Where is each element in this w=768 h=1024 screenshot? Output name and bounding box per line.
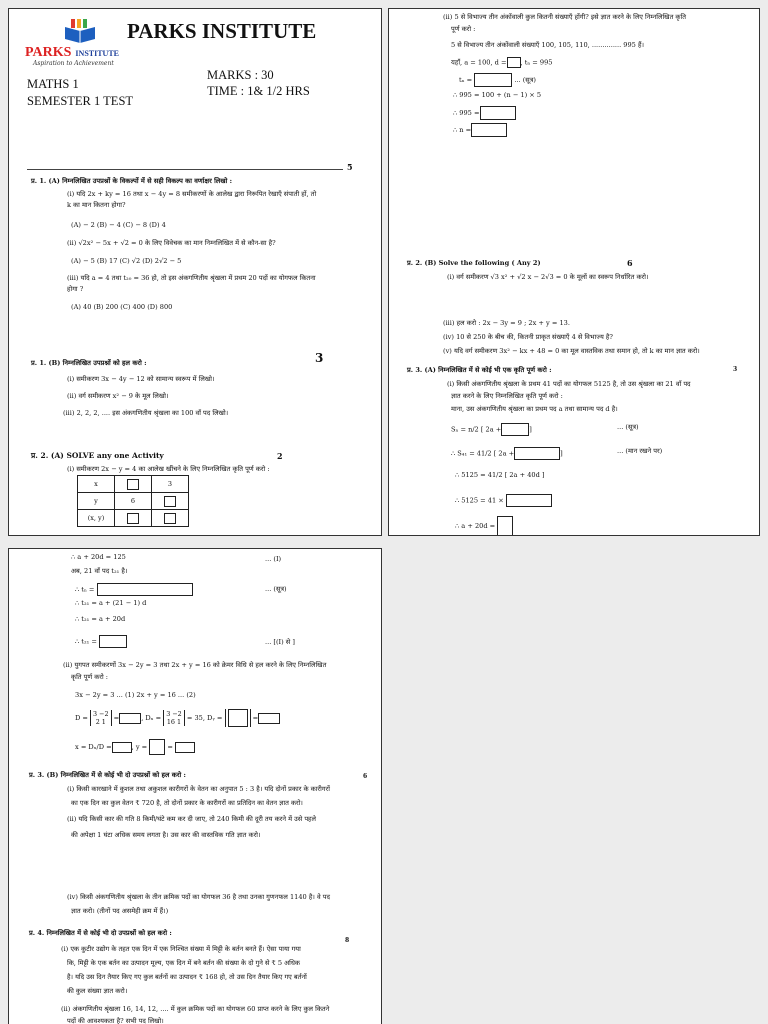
answer-box[interactable] <box>175 742 195 753</box>
p3-line-3: ∴ tₙ = <box>75 583 193 596</box>
logo-text: PARKS INSTITUTE <box>25 45 119 60</box>
q4-heading: प्र. 4. निम्नलिखित में से कोई भी दो उपप्रश्नों को हल करो : <box>29 929 172 937</box>
q2b-v: (v) यदि वर्ग समीकरण 3x² − kx + 48 = 0 का मूल वास्तविक तथा समान हो, तो k का मान ज्ञात करो। <box>443 347 700 355</box>
answer-box[interactable] <box>127 513 139 524</box>
q4-i: (i) एक कुटीर उद्योग के तहत एक दिन में एक निश्चित संख्या में मिट्टी के बर्तन बनते हैं। ऐसा पाया गया <box>61 945 301 953</box>
q1a-ii-options: (A) − 5 (B) 17 (C) √2 (D) 2√2 − 5 <box>71 257 182 265</box>
q2b-iv: (iv) 10 से 250 के बीच की, कितनी प्राकृत संख्याएँ 4 से विभाज्य है? <box>443 333 613 341</box>
q4-i-2: कि, मिट्टी के एक बर्तन का उत्पादन मूल्य, एक दिन में बने बर्तन की संख्या के दो गुने से ₹ 5 अधिक <box>67 959 300 967</box>
answer-box[interactable] <box>507 57 521 68</box>
q2b-i: (i) वर्ग समीकरण √3 x² + √2 x − 2√3 = 0 के मूलों का स्वरूप निर्धारित करो। <box>447 273 649 281</box>
answer-box[interactable] <box>474 73 512 87</box>
determinant-dx: 3 −2 16 1 <box>163 710 185 726</box>
page-1 <box>8 8 382 536</box>
q2a-ii-3: 5 से विभाज्य तीन अंकोंवाली संख्याएँ 100, 105, 110, .............. 995 हैं। <box>451 41 644 49</box>
q3a-formula-5: ∴ a + 20d = <box>455 516 513 536</box>
determinant-d: 3 −2 2 1 <box>90 710 112 726</box>
q1a-marks: 5 <box>347 162 353 172</box>
q3a-i-3: माना, उस अंकगणितीय श्रृंखला का प्रथम पद a तथा सामान्य पद d है। <box>451 405 618 413</box>
q2a-heading: प्र. 2. (A) SOLVE any one Activity <box>31 451 164 460</box>
answer-box[interactable] <box>228 709 248 727</box>
answer-box[interactable] <box>471 123 507 137</box>
q1a-ii: (ii) √2x² − 5x + √2 = 0 के लिए विवेचक का मान निम्नलिखित में से कौन-सा है? <box>67 239 276 247</box>
q2a-ii-6: ∴ 995 = 100 + (n − 1) × 5 <box>453 91 542 99</box>
answer-box[interactable] <box>119 713 141 724</box>
cramer-solution: x = Dₓ/D = , y = = <box>75 739 195 755</box>
q3a-i-2: ज्ञात करने के लिए निम्नलिखित कृति पूर्ण करो : <box>451 392 563 400</box>
q1a-i-2: k का मान कितना होगा? <box>67 201 126 209</box>
p3-line-2: अब, 21 वाँ पद t₂₁ है। <box>71 567 128 575</box>
answer-box[interactable] <box>514 447 560 460</box>
p3-line-6-note: ... [(I) से ] <box>265 638 295 646</box>
p3-line-1-note: ... (I) <box>265 555 282 563</box>
q2a-ii-5: tₙ = ... (सूत्र) <box>459 73 536 87</box>
q2a-ii-7: ∴ 995 = <box>453 106 516 120</box>
q1a-i: (i) यदि 2x + ky = 16 तथा x − 4y = 8 समीकरणों के आलेख द्वारा निरूपित रेखाएँ संपाती हों, तो <box>67 190 317 198</box>
answer-box[interactable] <box>149 739 165 755</box>
p3-line-6: ∴ t₂₁ = <box>75 635 127 648</box>
p3-line-4: ∴ t₂₁ = a + (21 − 1) d <box>75 599 147 607</box>
q2a-i: (i) समीकरण 2x − y = 4 का आलेख खींचने के लिए निम्नलिखित कृति पूर्ण करो : <box>67 465 270 473</box>
table-cell-3: 3 <box>152 476 189 493</box>
p3-line-5: ∴ t₂₁ = a + 20d <box>75 615 126 623</box>
q3a-ii: (ii) युगपत समीकरणों 3x − 2y = 3 तथा 2x + y = 16 को क्रेमर विधि से हल करने के लिए निम्नलिखित <box>63 661 327 669</box>
page-2 <box>388 8 760 536</box>
q3a-heading: प्र. 3. (A) निम्नलिखित में से कोई भी एक कृति पूर्ण करो : <box>407 366 552 374</box>
q3a-formula-1-note: ... (सूत्र) <box>617 423 639 431</box>
q2a-ii: (ii) 5 से विभाज्य तीन अंकोंवाली कुल कितनी संख्याएँ होंगी? इसे ज्ञात करने के लिए निम्नलिखित कृति <box>443 13 686 21</box>
q1a-iii-options: (A) 40 (B) 200 (C) 400 (D) 800 <box>71 303 173 311</box>
q3b-marks: 6 <box>363 773 368 780</box>
answer-box[interactable] <box>480 106 516 120</box>
q1b-ii: (ii) वर्ग समीकरण x² − 9 के मूल लिखो। <box>67 392 169 400</box>
q3b-heading: प्र. 3. (B) निम्नलिखित में से कोई भी दो उपप्रश्नों को हल करो : <box>29 771 186 779</box>
q3b-ii: (ii) यदि किसी कार की गति 8 किमी/घंटे कम कर दी जाए, तो 240 किमी की दूरी तय करने में उसे पहले <box>67 815 317 823</box>
q2b-iii: (iii) हल करो : 2x − 3y = 9 ; 2x + y = 13. <box>443 319 570 327</box>
q1b-marks: 3 <box>315 351 324 365</box>
q3b-iv-2: ज्ञात करो। (तीनों पद असमेही क्रम में हैं।) <box>71 907 169 915</box>
table-x-label: x <box>78 476 115 493</box>
q3b-i: (i) किसी कारखाने में कुशल तथा अकुशल कारीगरों के वेतन का अनुपात 5 : 3 है। यदि दोनों प्रकार के कारीगरों <box>67 785 330 793</box>
q1a-iii: (iii) यदि a = 4 तथा t₂₀ = 36 हो, तो इस अंकगणितीय श्रृंखला में प्रथम 20 पदों का योगफल कितना <box>67 274 316 282</box>
test-name: SEMESTER 1 TEST <box>27 94 134 108</box>
q3a-ii-3: 3x − 2y = 3 ... (1) 2x + y = 16 ... (2) <box>75 691 196 699</box>
tagline: Aspiration to Achievement <box>33 60 114 67</box>
q4-ii: (ii) अंकगणितीय श्रृंखला 16, 14, 12, .... में कुल क्रमिक पदों का योगफल 60 प्राप्त करने के लिए कुल कितने <box>61 1005 330 1013</box>
q1b-heading: प्र. 1. (B) निम्नलिखित उपप्रश्नों को हल करो : <box>31 359 147 367</box>
time: TIME : 1& 1/2 HRS <box>207 84 310 98</box>
q2b-marks: 6 <box>627 258 633 268</box>
answer-box[interactable] <box>258 713 280 724</box>
table-cell-6: 6 <box>115 493 152 510</box>
q3a-formula-4: ∴ 5125 = 41 × <box>455 494 552 507</box>
answer-box[interactable] <box>164 496 176 507</box>
q2a-ii-4: यहाँ, a = 100, d = , tₙ = 995 <box>451 58 553 67</box>
q1a-iii-2: होगा ? <box>67 285 84 293</box>
answer-box[interactable] <box>112 742 132 753</box>
q4-ii-2: पदों की आवश्यकता है? सभी पद लिखो। <box>67 1017 164 1024</box>
q4-marks: 8 <box>345 937 350 944</box>
answer-box[interactable] <box>99 635 127 648</box>
q3b-i-2: का एक दिन का कुल वेतन ₹ 720 है, तो दोनों प्रकार के कारीगरों का प्रतिदिन का वेतन ज्ञात करो। <box>71 799 303 807</box>
q3a-formula-3: ∴ 5125 = 41/2 [ 2a + 40d ] <box>455 471 545 479</box>
q3a-formula-1: Sₙ = n/2 [ 2a + ] <box>451 423 532 436</box>
q1b-i: (i) समीकरण 3x − 4y − 12 को सामान्य स्वरूप में लिखो। <box>67 375 215 383</box>
institute-title: PARKS INSTITUTE <box>127 19 317 43</box>
answer-box[interactable] <box>497 516 513 536</box>
answer-box[interactable] <box>501 423 529 436</box>
q3a-formula-2: ∴ S₄₁ = 41/2 [ 2a + ] <box>451 447 563 460</box>
q2b-heading: प्र. 2. (B) Solve the following ( Any 2) <box>407 259 541 267</box>
q3a-ii-2: कृति पूर्ण करो : <box>71 673 109 681</box>
table-y-label: y <box>78 493 115 510</box>
q3b-iv: (iv) किसी अंकगणितीय श्रृंखला के तीन क्रमिक पदों का योगफल 36 है तथा उनका गुणनफल 1140 है। वे पद <box>67 893 330 901</box>
activity-table <box>77 475 189 527</box>
q1b-iii: (iii) 2, 2, 2, .... इस अंकगणितीय श्रृंखला का 100 वाँ पद लिखो। <box>63 409 229 417</box>
page-3 <box>8 548 382 1024</box>
q3b-ii-2: की अपेक्षा 1 घंटा अधिक समय लगता है। उस कार की वास्तविक गति ज्ञात करो। <box>71 831 261 839</box>
q3a-i: (i) किसी अंकगणितीय श्रृंखला के प्रथम 41 पदों का योगफल 5125 है, तो उस श्रृंखला का 21 वाँ पद <box>447 380 691 388</box>
answer-box[interactable] <box>97 583 193 596</box>
q4-i-3: है। यदि उस दिन तैयार किए गए कुल बर्तनों का उत्पादन ₹ 168 हो, तो उस दिन तैयार किए गए बर्तनों <box>67 973 307 981</box>
marks: MARKS : 30 <box>207 68 274 82</box>
p3-line-1: ∴ a + 20d = 125 <box>71 553 126 561</box>
q2a-ii-8: ∴ n = <box>453 123 507 137</box>
answer-box[interactable] <box>164 513 176 524</box>
q3a-formula-2-note: ... (मान रखने पर) <box>617 447 663 455</box>
determinant-dy <box>225 709 251 727</box>
q1a-heading: प्र. 1. (A) निम्नलिखित उपप्रश्नों के विकल्पों में से सही विकल्प का वर्णाक्षर लिखो : <box>31 177 233 185</box>
p3-line-3-note: ... (सूत्र) <box>265 585 287 593</box>
q2a-ii-2: पूर्ण करो : <box>451 25 476 33</box>
q2a-marks: 2 <box>277 451 283 461</box>
answer-box[interactable] <box>506 494 552 507</box>
cramer-determinants: D = 3 −2 2 1 = , Dₓ = 3 −2 16 1 = 35, Dᵧ = = <box>75 709 280 727</box>
q4-i-4: की कुल संख्या ज्ञात करो। <box>67 987 128 995</box>
divider <box>27 169 343 170</box>
table-xy-label: (x, y) <box>78 510 115 527</box>
q1a-i-options: (A) − 2 (B) − 4 (C) − 8 (D) 4 <box>71 221 166 229</box>
answer-box[interactable] <box>127 479 139 490</box>
q3a-marks: 3 <box>733 366 738 373</box>
subject: MATHS 1 <box>27 77 79 91</box>
